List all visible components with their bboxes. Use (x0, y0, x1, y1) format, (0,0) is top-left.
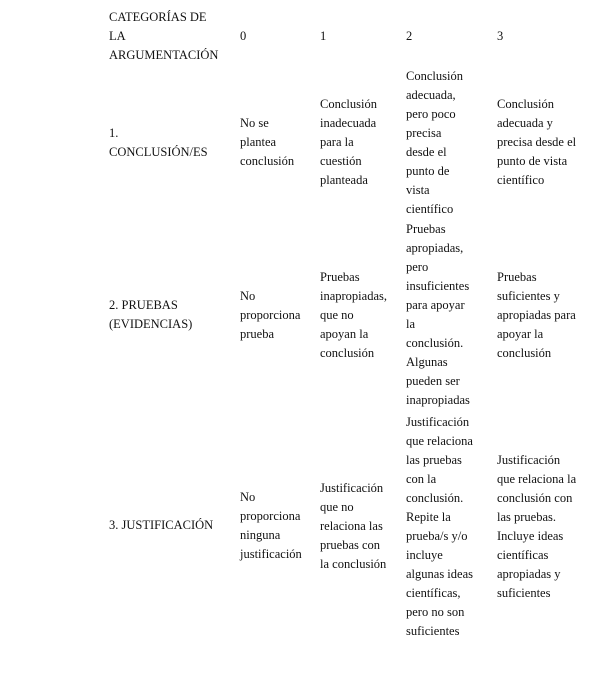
row-3-score-0: No proporciona ninguna justificación (240, 490, 302, 561)
header-score-1: 1 (320, 29, 327, 43)
row-3-category: 3. JUSTIFICACIÓN (109, 518, 214, 532)
header-category: CATEGORÍAS DE LA ARGUMENTACIÓN (109, 10, 219, 62)
row-1-score-0: No se plantea conclusión (240, 116, 295, 168)
row-2-score-3: Pruebas suficientes y apropiadas para apoyar la conclusión (497, 270, 576, 360)
row-2-score-1: Pruebas inapropiadas, que no apoyan la conclusión (320, 270, 387, 360)
row-3-score-2: Justificación que relaciona las pruebas con la conclusión. Repite la prueba/s y/o incluye algunas ideas científicas, pero no son suficientes (406, 415, 473, 638)
row-2-score-2: Pruebas apropiadas, pero insuficientes para apoyar la conclusión. Algunas pueden ser inapropiadas (406, 222, 470, 407)
row-1-score-1: Conclusión inadecuada para la cuestión planteada (320, 97, 377, 187)
row-2-category: 2. PRUEBAS (EVIDENCIAS) (109, 298, 193, 331)
row-1-score-2: Conclusión adecuada, pero poco precisa desde el punto de vista científico (406, 69, 463, 216)
row-3-score-3: Justificación que relaciona la conclusión con las pruebas. Incluye ideas científicas apropiadas y suficientes (497, 453, 577, 600)
row-1-category: 1. CONCLUSIÓN/ES (109, 126, 208, 159)
row-2-score-0: No proporciona prueba (240, 289, 301, 341)
row-3-score-1: Justificación que no relaciona las pruebas con la conclusión (320, 481, 387, 571)
header-score-0: 0 (240, 29, 247, 43)
row-1-score-3: Conclusión adecuada y precisa desde el punto de vista científico (497, 97, 577, 187)
header-score-3: 3 (497, 29, 504, 43)
header-score-2: 2 (406, 29, 413, 43)
